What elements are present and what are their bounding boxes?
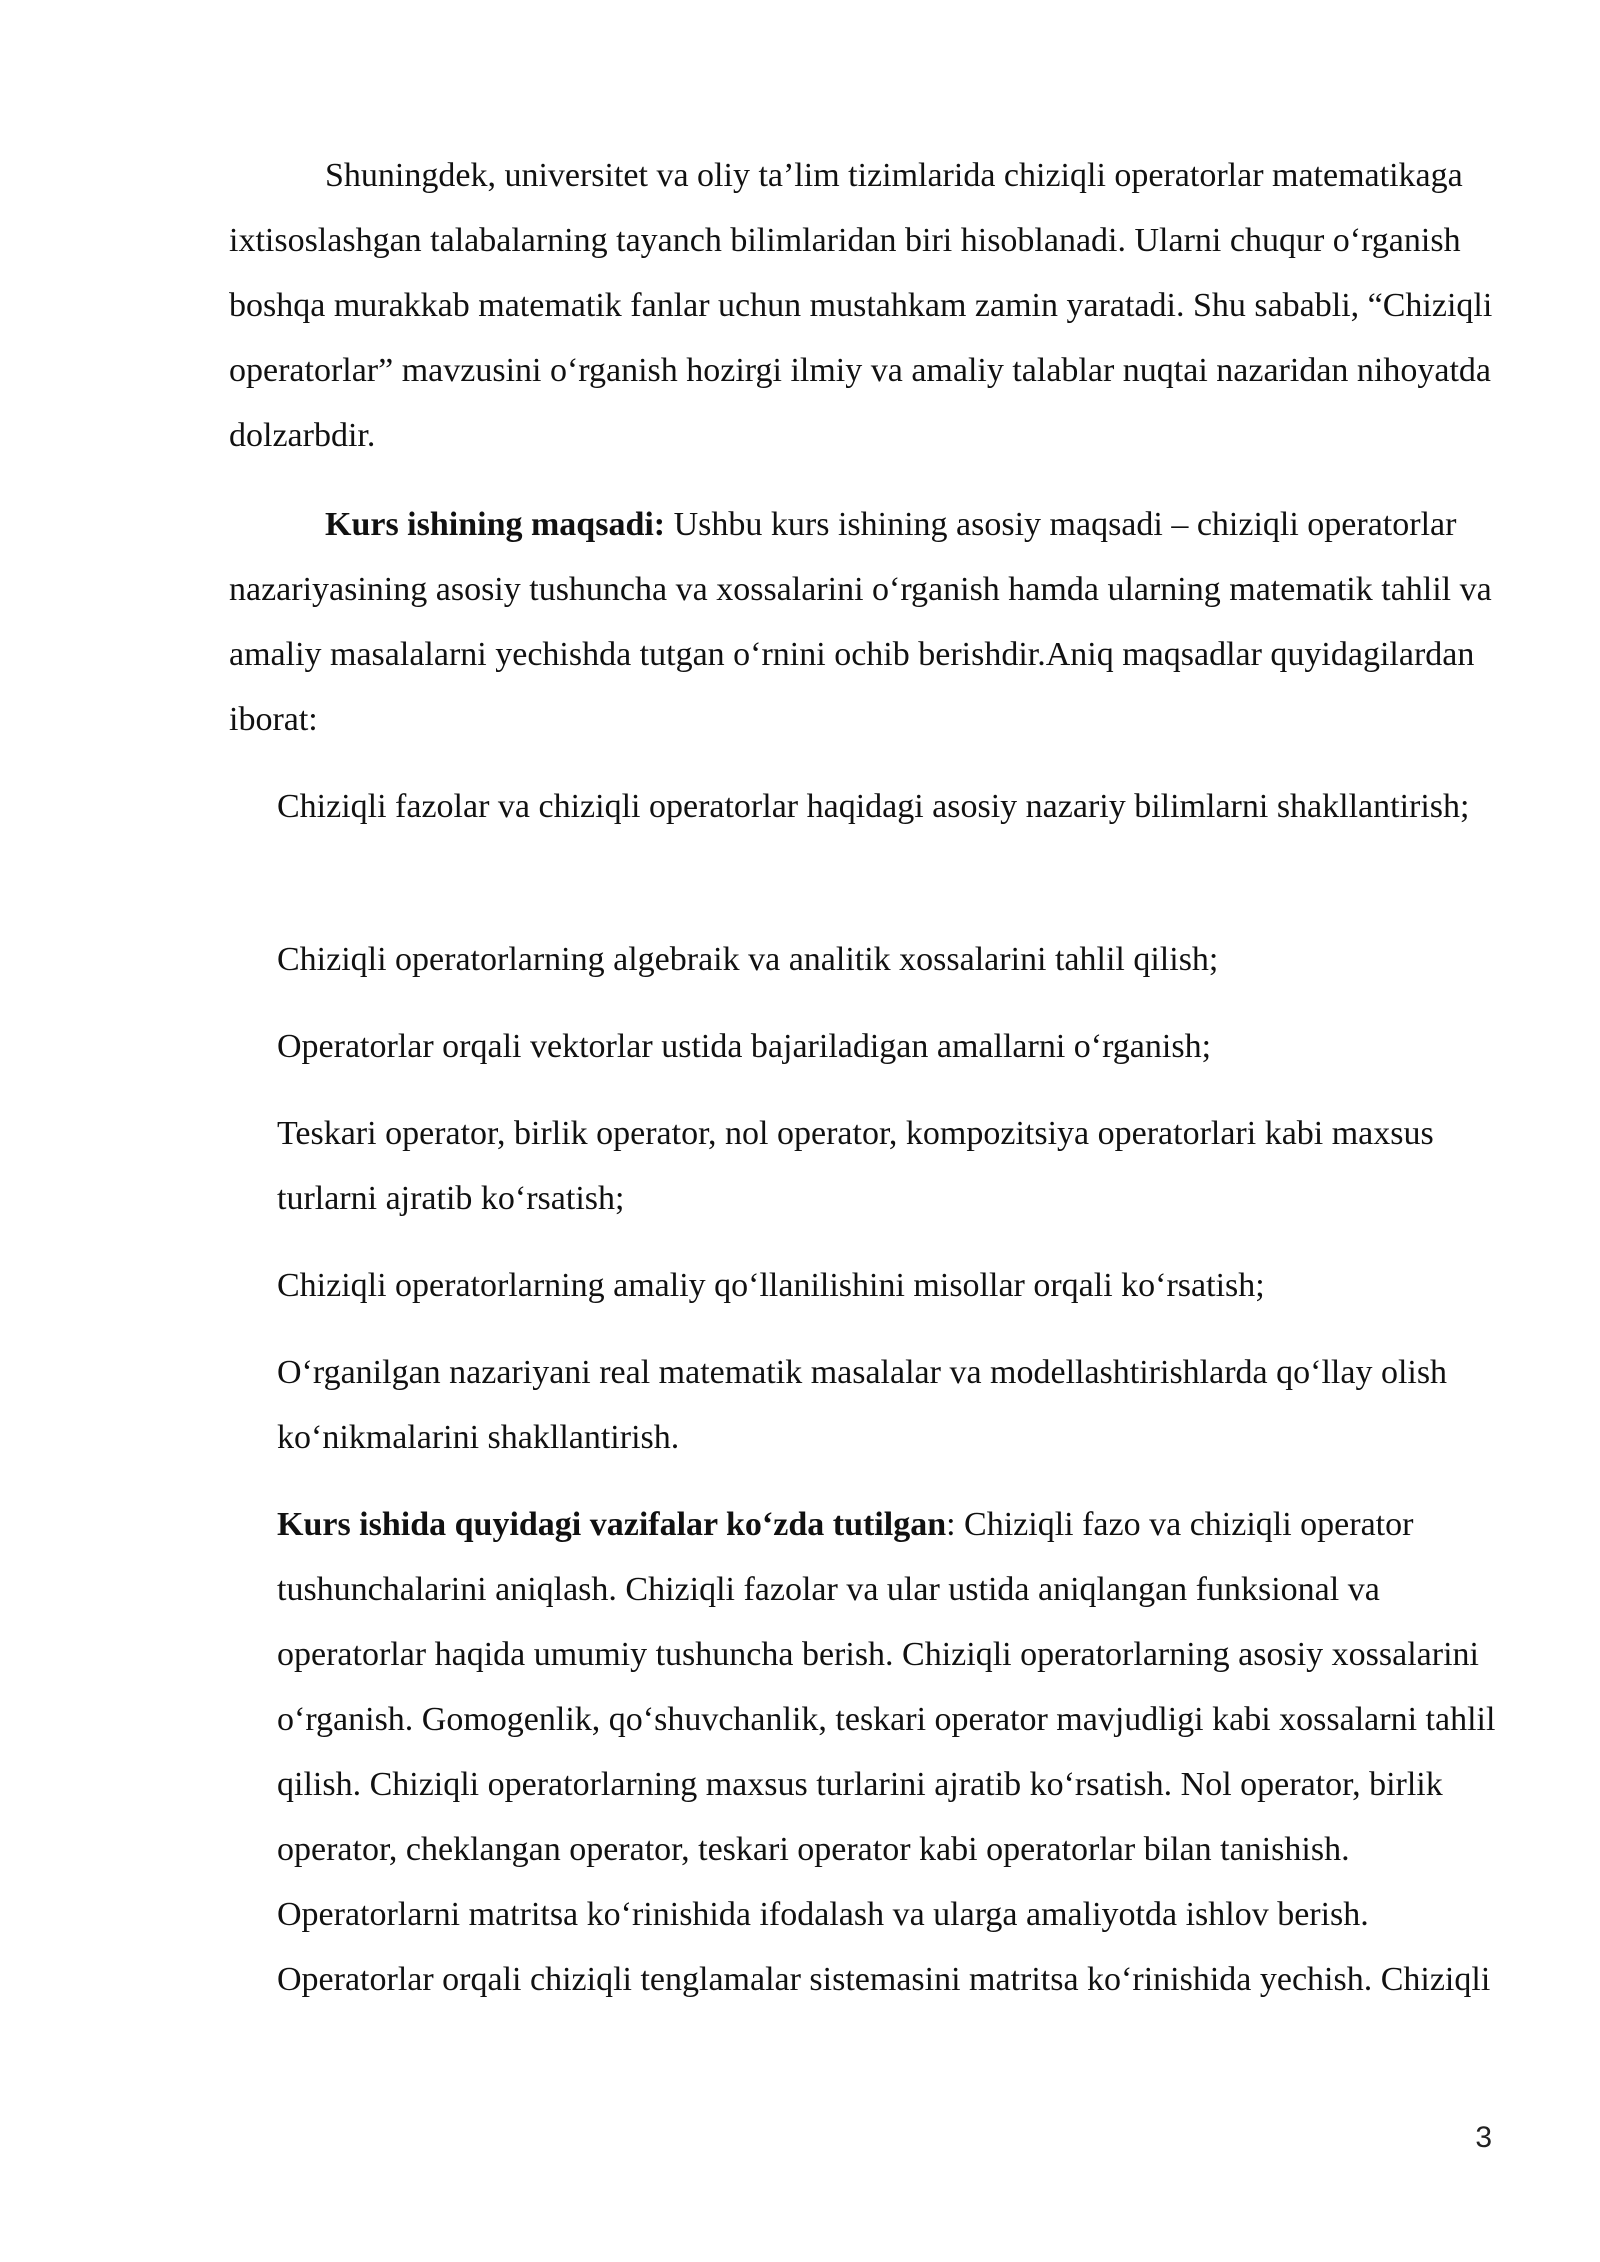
goal-item-4: Teskari operator, birlik operator, nol operator, kompozitsiya operatorlari kabi maxsus turlarni ajratib ko‘rsatish; — [277, 1115, 1434, 1217]
paragraph-course-tasks — [277, 1492, 1517, 2012]
page-number: 3 — [1475, 2121, 1492, 2154]
goal-item-6: O‘rganilgan nazariyani real matematik masalalar va modellashtirishlarda qo‘llay olish ko‘nikmalarini shakllantirish. — [277, 1354, 1448, 1456]
goal-item-2: Chiziqli operatorlarning algebraik va analitik xossalarini tahlil qilish; — [277, 941, 1219, 978]
course-tasks-heading: Kurs ishida quyidagi vazifalar ko‘zda tutilgan — [277, 1506, 947, 1543]
goal-item-3: Operatorlar orqali vektorlar ustida bajariladigan amallarni o‘rganish; — [277, 1028, 1212, 1065]
course-purpose-text: Ushbu kurs ishining asosiy maqsadi – chiziqli operatorlar nazariyasining asosiy tushuncha va xossalarini o‘rganish hamda ularning matematik tahlil va amaliy masalalarni yechishda tutgan o‘rnini ochib berishdir.Aniq maqsadlar quyidagilardan iborat: — [229, 506, 1492, 738]
goal-item-1: Chiziqli fazolar va chiziqli operatorlar haqidagi asosiy nazariy bilimlarni shakllantirish; — [277, 788, 1470, 825]
paragraph-introduction-text: Shuningdek, universitet va oliy ta’lim tizimlarida chiziqli operatorlar matematikaga ixtisoslashgan talabalarning tayanch bilimlaridan biri hisoblanadi. Ularni chuqur o‘rganish boshqa murakkab matematik fanlar uchun mustahkam zamin yaratadi. Shu sababli, “Chiziqli operatorlar” mavzusini o‘rganish hozirgi ilmiy va amaliy talablar nuqtai nazaridan nihoyatda dolzarbdir. — [229, 157, 1493, 454]
paragraph-introduction — [229, 143, 1499, 468]
goal-item-5: Chiziqli operatorlarning amaliy qo‘llanilishini misollar orqali ko‘rsatish; — [277, 1267, 1265, 1304]
paragraph-course-purpose — [229, 492, 1499, 752]
course-tasks-text: : Chiziqli fazo va chiziqli operator tushunchalarini aniqlash. Chiziqli fazolar va ular ustida aniqlangan funksional va operatorlar haqida umumiy tushuncha berish. Chiziqli operatorlarning asosiy xossalarini o‘rganish. Gomogenlik, qo‘shuvchanlik, teskari operator mavjudligi kabi xossalarni tahlil qilish. Chiziqli operatorlarning maxsus turlarini ajratib ko‘rsatish. Nol operator, birlik operator, cheklangan operator, teskari operator kabi operatorlar bilan tanishish. Operatorlarni matritsa ko‘rinishida ifodalash va ularga amaliyotda ishlov berish. Operatorlar orqali chiziqli tenglamalar sistemasini matritsa ko‘rinishida yechish. Chiziqli — [277, 1506, 1496, 1998]
course-purpose-heading: Kurs ishining maqsadi: — [325, 506, 666, 543]
